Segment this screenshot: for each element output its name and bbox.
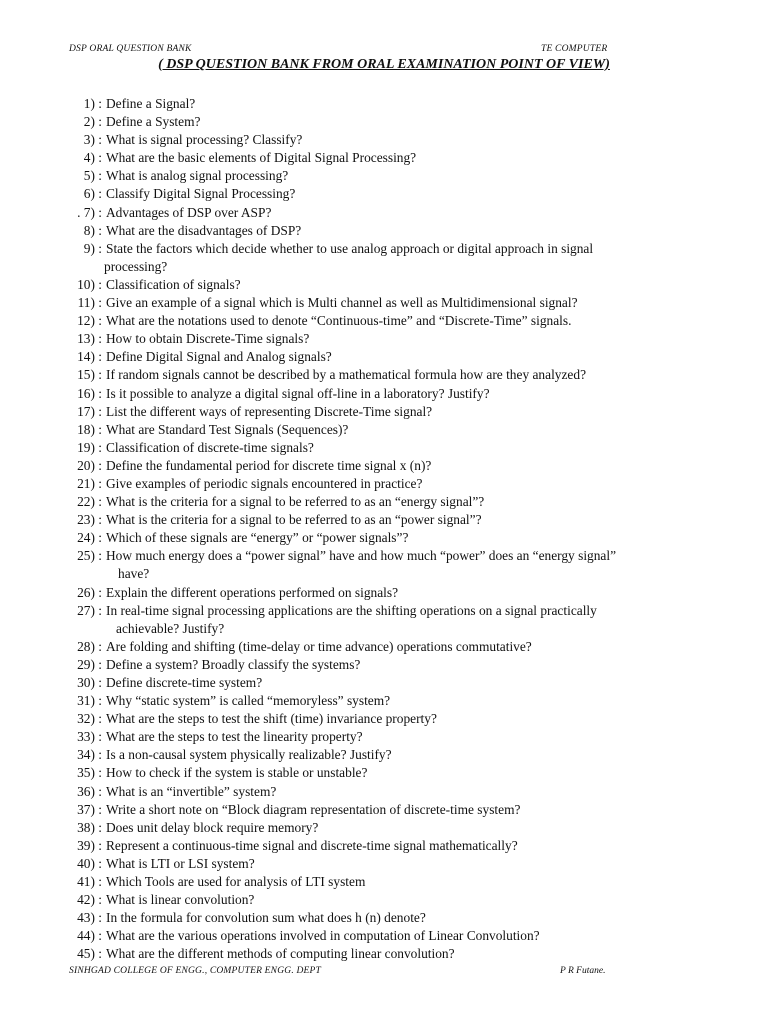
question-item	[0, 167, 768, 185]
question-number: 3) :	[83, 132, 102, 148]
question-number: 36) :	[77, 783, 102, 799]
question-item	[0, 366, 768, 384]
question-number: 41) :	[77, 874, 102, 890]
question-number: 45) :	[77, 946, 102, 962]
question-text: What is the criteria for a signal to be referred to as an “energy signal”?	[106, 494, 485, 510]
question-item	[0, 185, 768, 203]
question-text: How to check if the system is stable or unstable?	[106, 765, 368, 781]
question-number: 43) :	[77, 910, 102, 926]
question-text: What are Standard Test Signals (Sequences)?	[106, 421, 349, 437]
question-text: Is a non-causal system physically realizable? Justify?	[106, 747, 392, 763]
question-text: Define a System?	[106, 114, 201, 130]
question-number: 20) :	[77, 457, 102, 473]
question-item	[0, 855, 768, 873]
question-number: 26) :	[77, 584, 102, 600]
question-number: 2) :	[83, 114, 102, 130]
question-item	[0, 222, 768, 240]
question-text: Define discrete-time system?	[106, 675, 263, 690]
question-number: 1) :	[83, 96, 102, 111]
question-number: 28) :	[77, 638, 102, 654]
question-number: 30) :	[77, 675, 102, 690]
question-text: How much energy does a “power signal” have and how much “power” does an “energy signal”	[106, 548, 617, 564]
question-number: 17) :	[77, 403, 102, 419]
question-number: 10) :	[77, 276, 102, 292]
question-item	[0, 113, 768, 131]
question-number: 38) :	[77, 819, 102, 835]
question-number: . 7) :	[77, 204, 102, 220]
question-text: What are the notations used to denote “Continuous-time” and “Discrete-Time” signals.	[106, 313, 572, 329]
question-text: Classify Digital Signal Processing?	[106, 186, 296, 202]
header-right: TE COMPUTER	[541, 44, 608, 54]
question-number: 8) :	[83, 222, 102, 238]
question-item	[0, 330, 768, 348]
question-text: In real-time signal processing applications are the shifting operations on a signal practically	[106, 602, 597, 618]
question-item	[0, 692, 768, 710]
question-text: Are folding and shifting (time-delay or time advance) operations commutative?	[106, 638, 532, 654]
question-text: Advantages of DSP over ASP?	[106, 204, 272, 220]
question-number: 16) :	[77, 385, 102, 401]
question-text: What are the different methods of computing linear convolution?	[106, 946, 455, 962]
question-text: Write a short note on “Block diagram representation of discrete-time system?	[106, 801, 521, 817]
question-text: What are the basic elements of Digital Signal Processing?	[106, 150, 417, 166]
question-text: Explain the different operations performed on signals?	[106, 584, 399, 600]
question-text: How to obtain Discrete-Time signals?	[106, 331, 310, 347]
question-text: Define Digital Signal and Analog signals?	[106, 349, 332, 365]
page-title: ( DSP QUESTION BANK FROM ORAL EXAMINATION POINT OF VIEW)	[158, 57, 610, 72]
question-text: Why “static system” is called “memoryless” system?	[106, 693, 391, 709]
question-number: 4) :	[83, 150, 102, 166]
question-item	[0, 403, 768, 421]
question-text: What are the steps to test the linearity property?	[106, 729, 363, 745]
question-item	[0, 873, 768, 891]
question-item	[0, 819, 768, 837]
footer-right: P R Futane.	[560, 966, 606, 976]
question-text: Does unit delay block require memory?	[106, 819, 319, 835]
question-number: 15) :	[77, 367, 102, 383]
question-number: 42) :	[77, 892, 102, 908]
question-number: 12) :	[77, 313, 102, 329]
question-number: 5) :	[83, 168, 102, 184]
footer-left: SINHGAD COLLEGE OF ENGG., COMPUTER ENGG. DEPT	[69, 966, 322, 976]
question-item	[0, 294, 768, 312]
question-item	[0, 945, 768, 963]
question-text: Represent a continuous-time signal and discrete-time signal mathematically?	[106, 837, 518, 853]
question-item	[0, 385, 768, 403]
question-number: 19) :	[77, 439, 102, 455]
question-text: Define a system? Broadly classify the systems?	[106, 656, 361, 672]
question-text-continued: processing?	[104, 258, 168, 274]
question-item	[0, 801, 768, 819]
question-text-continued: have?	[118, 566, 150, 582]
question-text: Classification of discrete-time signals?	[106, 439, 314, 455]
question-number: 6) :	[83, 186, 102, 202]
question-item	[0, 240, 768, 276]
question-number: 37) :	[77, 801, 102, 817]
question-number: 18) :	[77, 421, 102, 437]
question-item	[0, 131, 768, 149]
question-item	[0, 276, 768, 294]
question-number: 32) :	[77, 711, 102, 727]
question-item	[0, 493, 768, 511]
question-number: 14) :	[77, 349, 102, 365]
question-number: 13) :	[77, 331, 102, 347]
question-item	[0, 95, 768, 113]
question-text: What is LTI or LSI system?	[106, 855, 255, 871]
question-text: What is linear convolution?	[106, 892, 255, 908]
question-number: 9) :	[83, 240, 102, 256]
question-item	[0, 783, 768, 801]
question-text: What are the disadvantages of DSP?	[106, 222, 302, 238]
question-number: 29) :	[77, 656, 102, 672]
question-item	[0, 602, 768, 638]
question-item	[0, 529, 768, 547]
question-text: What are the various operations involved in computation of Linear Convolution?	[106, 928, 540, 944]
question-number: 33) :	[77, 729, 102, 745]
question-text-continued: achievable? Justify?	[116, 620, 225, 636]
question-item	[0, 674, 768, 692]
header-left: DSP ORAL QUESTION BANK	[69, 44, 192, 54]
question-item	[0, 475, 768, 493]
question-text: What is the criteria for a signal to be referred to as an “power signal”?	[106, 512, 482, 528]
question-text: What is analog signal processing?	[106, 168, 289, 184]
question-list	[0, 95, 768, 964]
question-item	[0, 348, 768, 366]
question-number: 39) :	[77, 837, 102, 853]
question-number: 25) :	[77, 548, 102, 564]
question-number: 23) :	[77, 512, 102, 528]
question-item	[0, 312, 768, 330]
question-text: State the factors which decide whether to use analog approach or digital approach in signal	[106, 240, 594, 256]
question-text: Define a Signal?	[106, 96, 196, 111]
question-item	[0, 439, 768, 457]
question-item	[0, 584, 768, 602]
question-item	[0, 547, 768, 583]
question-text: What are the steps to test the shift (time) invariance property?	[106, 711, 437, 727]
question-text: Classification of signals?	[106, 276, 241, 292]
question-item	[0, 728, 768, 746]
question-item	[0, 837, 768, 855]
question-number: 34) :	[77, 747, 102, 763]
question-number: 35) :	[77, 765, 102, 781]
question-item	[0, 511, 768, 529]
question-item	[0, 656, 768, 674]
question-item	[0, 909, 768, 927]
question-number: 22) :	[77, 494, 102, 510]
question-text: Is it possible to analyze a digital signal off-line in a laboratory? Justify?	[106, 385, 490, 401]
question-item	[0, 638, 768, 656]
question-item	[0, 457, 768, 475]
question-number: 11) :	[77, 295, 102, 311]
question-item	[0, 204, 768, 222]
question-text: In the formula for convolution sum what does h (n) denote?	[106, 910, 426, 926]
question-text: Give an example of a signal which is Multi channel as well as Multidimensional signal?	[106, 295, 578, 311]
question-number: 21) :	[77, 475, 102, 491]
question-item	[0, 746, 768, 764]
question-number: 40) :	[77, 855, 102, 871]
question-text: If random signals cannot be described by a mathematical formula how are they analyzed?	[106, 367, 587, 383]
question-item	[0, 891, 768, 909]
question-text: Define the fundamental period for discrete time signal x (n)?	[106, 457, 432, 473]
question-number: 31) :	[77, 693, 102, 709]
question-item	[0, 149, 768, 167]
question-item	[0, 710, 768, 728]
question-text: Give examples of periodic signals encountered in practice?	[106, 475, 423, 491]
question-text: What is an “invertible” system?	[106, 783, 277, 799]
question-number: 24) :	[77, 530, 102, 546]
question-text: List the different ways of representing Discrete-Time signal?	[106, 403, 433, 419]
question-number: 44) :	[77, 928, 102, 944]
question-text: Which Tools are used for analysis of LTI system	[106, 874, 366, 890]
question-item	[0, 421, 768, 439]
question-number: 27) :	[77, 602, 102, 618]
question-text: What is signal processing? Classify?	[106, 132, 303, 148]
question-text: Which of these signals are “energy” or “power signals”?	[106, 530, 409, 546]
question-item	[0, 927, 768, 945]
question-item	[0, 764, 768, 782]
